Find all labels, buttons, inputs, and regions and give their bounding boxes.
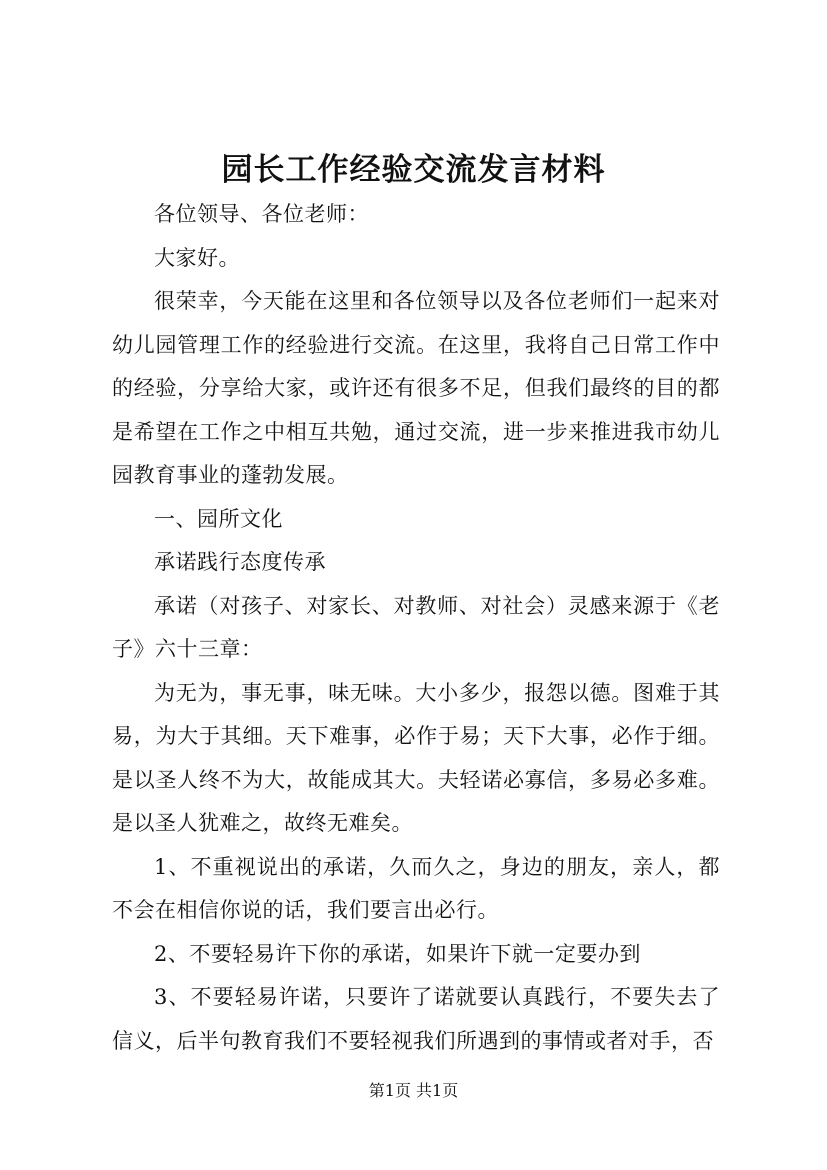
document-body — [112, 193, 720, 1063]
document-title: 园长工作经验交流发言材料 — [221, 152, 606, 188]
list-item-3: 3、不要轻易许诺，只要许了诺就要认真践行，不要失去了信义，后半句教育我们不要轻视我们所遇到的事情或者对手，否 — [112, 985, 720, 1053]
paragraph-greeting: 各位领导、各位老师： — [154, 202, 369, 226]
page-footer: 第1页 共1页 — [368, 1081, 459, 1100]
paragraph-intro: 很荣幸，今天能在这里和各位领导以及各位老师们一起来对幼儿园管理工作的经验进行交流。在这里，我将自己日常工作中的经验，分享给大家，或许还有很多不足，但我们最终的目的都是希望在工作之中相互共勉，通过交流，进一步来推进我市幼儿园教育事业的蓬勃发展。 — [112, 289, 720, 487]
list-item-2: 2、不要轻易许下你的承诺，如果许下就一定要办到 — [154, 941, 641, 966]
list-item-1: 1、不重视说出的承诺，久而久之，身边的朋友，亲人，都不会在相信你说的话，我们要言出必行。 — [112, 854, 720, 922]
paragraph-hello: 大家好。 — [154, 245, 240, 270]
subheading-promise: 承诺践行态度传承 — [154, 550, 326, 574]
paragraph-promise-source: 承诺（对孩子、对家长、对教师、对社会）灵感来源于《老子》六十三章： — [112, 593, 720, 661]
paragraph-laozi-quote: 为无为，事无事，味无味。大小多少，报怨以德。图难于其易，为大于其细。天下难事，必作于易；天下大事，必作于细。是以圣人终不为大，故能成其大。夫轻诺必寡信，多易必多难。是以圣人犹难之，故终无难矣。 — [112, 680, 720, 835]
section-heading-culture: 一、园所文化 — [154, 506, 283, 531]
